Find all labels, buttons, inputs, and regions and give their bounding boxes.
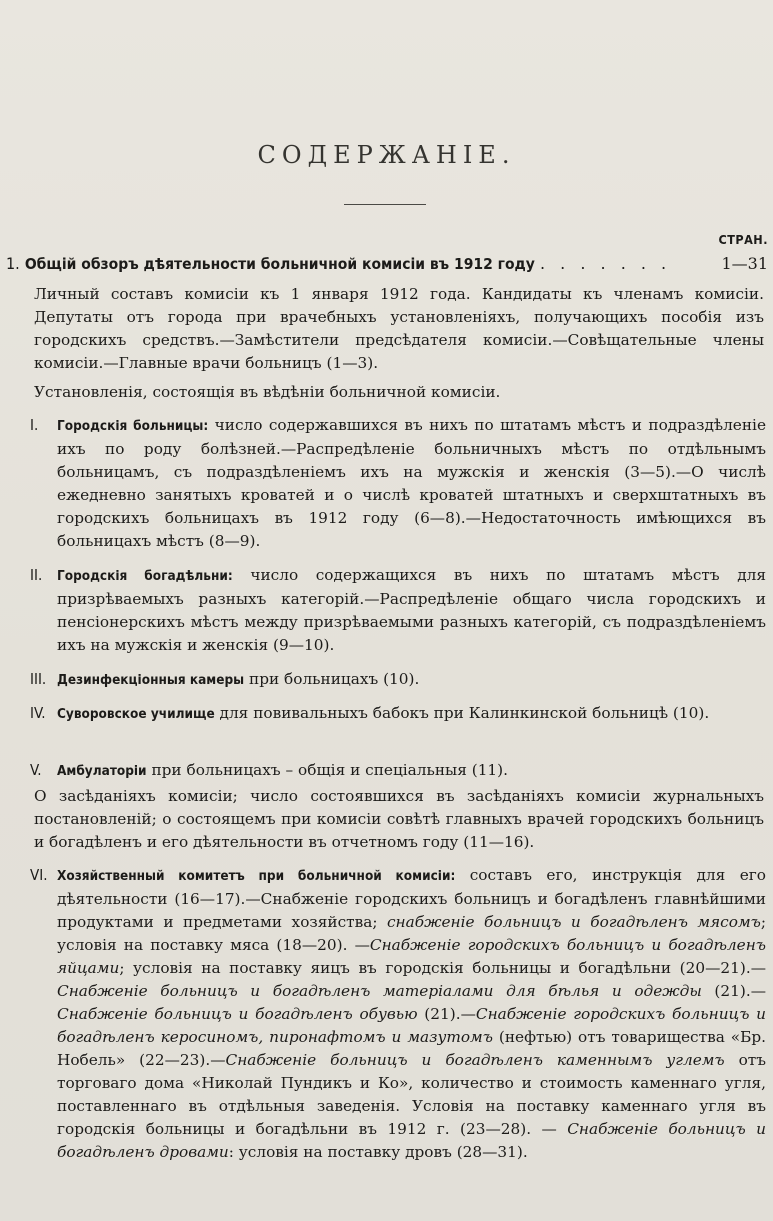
intro-paragraph: Личный составъ комисiи къ 1 января 1912 года. Кандидаты къ членамъ комисiи. Депутаты отъ города при врачебныхъ установленiяхъ, получающихъ пособiя изъ городскихъ средствъ.—Замѣстители предсѣдателя комисiи.—Совѣщательные члены комисiи.—Главные врачи больницъ (1—3). [34,285,764,372]
item-3-text: при больницахъ (10). [244,670,420,688]
item-4-roman: IV. [30,704,46,722]
item-6-italic-3: Снабженiе больницъ и богадѣленъ матерiалами для бѣлья и одежды [57,982,702,1000]
section-1-entry [6,254,768,273]
item-6-text-1: составъ его, инструкцiя для его дѣятельности (16—17).—Снабженiе городскихъ больницъ и богадѣленъ главнѣйшими продуктами и предметами хозяйства; [57,866,766,931]
item-6-text-3: ; условiя на поставку яицъ въ городскiя больницы и богадѣльни (20—21).— [119,959,766,977]
item-6-italic-5: Снабженiе городскихъ больницъ и богадѣленъ керосиномъ, пиронафтомъ и мазутомъ [57,1005,766,1046]
item-6-italic-1: снабженiе больницъ и богадѣленъ мясомъ [386,913,761,931]
toc-item-3 [30,668,766,692]
item-3-roman: III. [30,670,47,688]
item-6-text-4: (21).— [701,982,766,1000]
toc-item-1 [30,414,766,553]
item-6-italic-6: Снабженiе больницъ и богадѣленъ каменнымъ углемъ [225,1051,725,1069]
toc-item-5 [30,759,766,783]
item-6-text-5: (21).— [417,1005,476,1023]
section-1-title: Общiй обзоръ дѣятельности больничной комисiи въ 1912 году [24,255,535,273]
item-3-heading: Дезинфекцiонныя камеры [57,672,245,688]
page-column-label: СТРАН. [718,232,768,247]
item-6-italic-7: Снабженiе больницъ и богадѣленъ дровами [57,1120,767,1161]
item-4-heading: Суворовское училище [57,706,215,722]
item-6-heading: Хозяйственный комитетъ при больничной комисiи: [57,868,456,884]
item-2-heading: Городскiя богадѣльни: [57,568,233,584]
section-1-number: 1. [6,254,20,273]
item-6-italic-2: Снабженiе городскихъ больницъ и богадѣленъ яйцами [57,936,766,977]
item-5-roman: V. [30,761,42,779]
item-5-text: при больницахъ – общiя и спецiальныя (11). [146,761,508,779]
toc-item-6 [30,864,766,1164]
toc-item-4 [30,702,766,726]
page-title: СОДЕРЖАНIЕ. [257,141,516,169]
toc-item-2 [30,564,766,657]
institutions-heading: Установленiя, состоящiя въ вѣдѣнiи больничной комисiи. [34,383,501,401]
sessions-paragraph: О засѣданiяхъ комисiи; число состоявшихся въ засѣданiяхъ комисiи журнальныхъ постановленiй; о состоящемъ при комисiи совѣтѣ главныхъ врачей городскихъ больницъ и богадѣленъ и его дѣятельности въ отчетномъ году (11—16). [34,787,764,851]
item-4-text: для повивальныхъ бабокъ при Калинкинской больницѣ (10). [214,704,710,722]
item-1-roman: I. [30,416,39,434]
item-5-heading: Амбулаторiи [57,763,147,779]
title-divider [344,204,426,205]
item-6-text-6: (нефтью) отъ товарищества «Бр. Нобель» (22—23).— [57,1028,766,1069]
item-6-text-7: отъ торговаго дома «Николай Пундикъ и Ко», количество и стоимость каменнаго угля, поставленнаго въ отдѣльныя заведенiя. Условiя на поставку каменнаго угля въ городскiя больницы и богадѣльни въ 1912 г. (23—28). — [57,1051,766,1138]
item-2-roman: II. [30,566,43,584]
section-1-pages: 1—31 [721,254,768,273]
item-2-text: число содержащихся въ нихъ по штатамъ мѣстъ для призрѣваемыхъ разныхъ категорiй.—Распредѣленiе общаго числа городскихъ и пенсiонерскихъ мѣстъ между призрѣваемыми разныхъ категорiй, съ подраздѣленiемъ ихъ на мужскiя и женскiя (9—10). [57,566,766,654]
item-1-text: число содержавшихся въ нихъ по штатамъ мѣстъ и подраздѣленiе ихъ по роду болѣзней.—Распредѣленiе больничныхъ мѣстъ по отдѣльнымъ больницамъ, съ подраздѣленiемъ ихъ на мужскiя и женскiя (3—5).—О числѣ ежедневно занятыхъ кроватей и о числѣ кроватей штатныхъ и сверхштатныхъ въ городскихъ больницахъ въ 1912 году (6—8).—Недостаточность имѣющихся въ больницахъ мѣстъ (8—9). [57,416,767,550]
section-1-leader-dots: . . . . . . . [540,254,672,273]
item-1-heading: Городскiя больницы: [57,418,209,434]
item-6-text-2: ; условiя на поставку мяса (18—20). — [57,913,766,954]
item-6-roman: VI. [30,866,48,884]
item-6-text-8: : условiя на поставку дровъ (28—31). [228,1143,528,1161]
item-6-italic-4: Снабженiе больницъ и богадѣленъ обувью [57,1005,418,1023]
